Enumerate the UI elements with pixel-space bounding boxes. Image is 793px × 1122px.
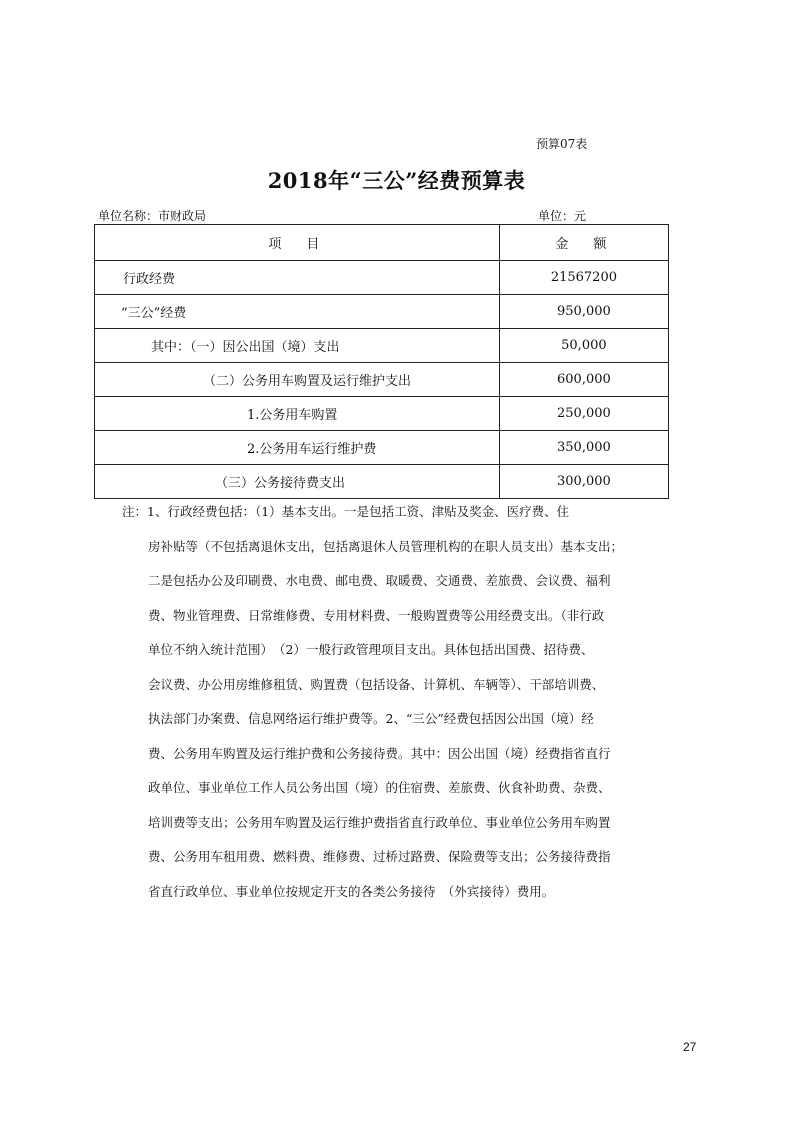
note-line: 会议费、办公用房维修租赁、购置费（包括设备、计算机、车辆等）、干部培训费、 [148,676,605,692]
table-row [95,261,669,295]
row-item: 2.公务用车运行维护费 [95,431,500,465]
row-amount: 950,000 [499,295,668,329]
note-line: 单位不纳入统计范围） （2）一般行政管理项目支出。具体包括出国费、招待费、 [148,642,594,657]
page-number: 27 [683,1040,697,1054]
notes-section [122,495,682,909]
note-line: 省直行政单位、事业单位按规定开支的各类公务接待 （外宾接待）费用。 [148,883,555,899]
table-row [95,397,669,431]
table-header-row [95,225,669,261]
row-item: （三）公务接待费支出 [95,465,500,499]
note-line: 费、公务用车购置及运行维护费和公务接待费。其中：因公出国（境）经费指省直行 [148,745,611,761]
table-row [95,431,669,465]
unit-name-label: 单位名称：市财政局 [98,209,207,223]
table-row [95,295,669,329]
note-line: 政单位、事业单位工作人员公务出国（境）的住宿费、差旅费、伙食补助费、杂费、 [148,780,611,795]
budget-table [94,224,669,499]
row-amount: 50,000 [499,329,668,363]
note-line: 执法部门办案费、信息网络运行维护费等。2、“三公”经费包括因公出国（境）经 [148,711,594,726]
note-line: 培训费等支出；公务用车购置及运行维护费指省直行政单位、事业单位公务用车购置 [148,814,611,830]
row-amount: 350,000 [499,431,668,465]
table-row [95,329,669,363]
row-item: 其中：（一）因公出国（境）支出 [95,329,500,363]
note-line: 房补贴等（不包括离退休支出，包括离退休人员管理机构的在职人员支出）基本支出； [148,538,624,554]
row-amount: 250,000 [499,397,668,431]
row-amount: 300,000 [499,465,668,499]
column-header-amount: 金 额 [499,225,668,261]
note-line: 二是包括办公及印刷费、水电费、邮电费、取暖费、交通费、差旅费、会议费、福利 [148,573,611,588]
row-item: “三公”经费 [95,295,500,329]
note-line: 费、物业管理费、日常维修费、专用材料费、一般购置费等公用经费支出。（非行政 [148,607,605,623]
form-code: 预算07表 [536,137,588,151]
row-amount: 21567200 [499,261,668,295]
row-amount: 600,000 [499,363,668,397]
table-row [95,363,669,397]
page-title: 2018年“三公”经费预算表 [267,168,526,193]
note-line: 费、公务用车租用费、燃料费、维修费、过桥过路费、保险费等支出；公务接待费指 [148,849,611,864]
row-item: 1.公务用车购置 [95,397,500,431]
row-item: 行政经费 [95,261,500,295]
currency-unit-label: 单位：元 [538,209,587,223]
column-header-item: 项 目 [95,225,500,261]
note-line: 注：1、行政经费包括：（1）基本支出。一是包括工资、津贴及奖金、医疗费、住 [122,504,570,519]
table-row [95,465,669,499]
row-item: （二）公务用车购置及运行维护支出 [95,363,500,397]
